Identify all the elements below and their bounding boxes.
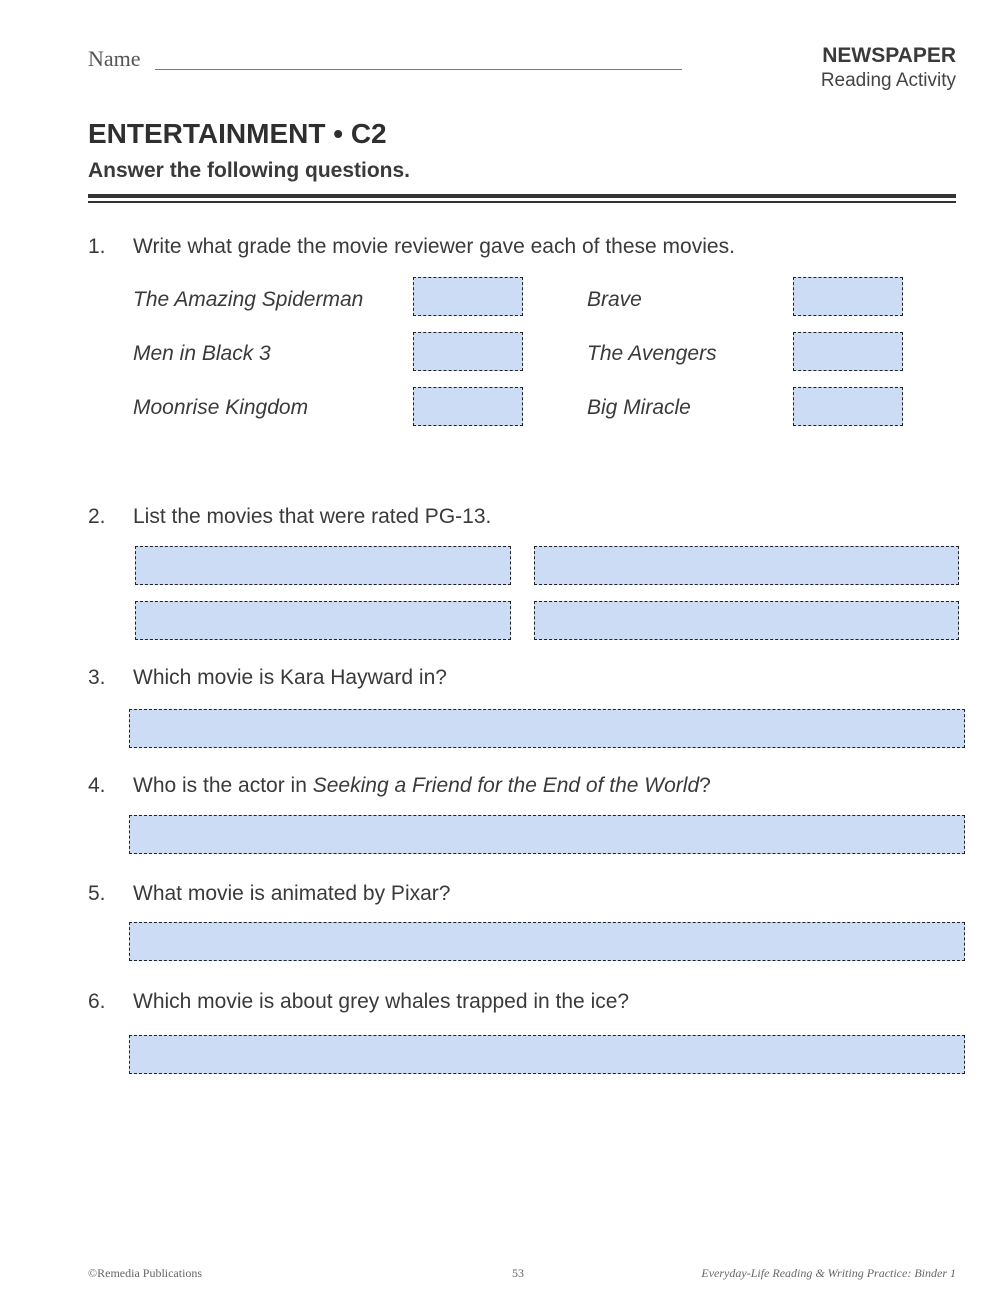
- question-6-text: Which movie is about grey whales trapped in the ice?: [133, 990, 630, 1013]
- pg13-answer-box[interactable]: [135, 601, 511, 640]
- footer-page-number: 53: [512, 1266, 524, 1280]
- divider-thick: [88, 194, 956, 198]
- q4-answer-box[interactable]: [129, 815, 965, 854]
- q6-answer-box[interactable]: [129, 1035, 965, 1074]
- q4-input[interactable]: [130, 816, 964, 853]
- pg13-answer-box[interactable]: [534, 601, 959, 640]
- grade-answer-box[interactable]: [793, 277, 903, 316]
- question-3-text: Which movie is Kara Hayward in?: [133, 666, 447, 689]
- question-3-number: 3.: [88, 666, 106, 689]
- movie-title-italic: Seeking a Friend for the End of the World: [312, 774, 700, 797]
- movie-title: The Avengers: [587, 342, 717, 365]
- movie-title: Men in Black 3: [133, 342, 271, 365]
- grade-answer-box[interactable]: [413, 387, 523, 426]
- question-2-number: 2.: [88, 505, 106, 528]
- grade-input[interactable]: [794, 333, 902, 370]
- pg13-input[interactable]: [535, 547, 958, 584]
- pg13-answer-box[interactable]: [135, 546, 511, 585]
- grade-input[interactable]: [794, 278, 902, 315]
- instructions: Answer the following questions.: [88, 159, 411, 182]
- grade-answer-box[interactable]: [793, 332, 903, 371]
- question-6-number: 6.: [88, 990, 106, 1013]
- grade-answer-box[interactable]: [793, 387, 903, 426]
- q5-answer-box[interactable]: [129, 922, 965, 961]
- name-line: [155, 69, 682, 70]
- brand-subtitle: Reading Activity: [820, 70, 956, 91]
- footer-publisher: ©Remedia Publications: [88, 1266, 203, 1280]
- movie-title: Brave: [587, 288, 642, 311]
- brand-title: NEWSPAPER: [822, 44, 956, 67]
- grade-input[interactable]: [414, 388, 522, 425]
- grade-input[interactable]: [414, 333, 522, 370]
- footer-book-title: Everyday-Life Reading & Writing Practice: Binder 1: [701, 1266, 956, 1280]
- pg13-input[interactable]: [136, 602, 510, 639]
- grade-input[interactable]: [794, 388, 902, 425]
- pg13-input[interactable]: [136, 547, 510, 584]
- pg13-answer-box[interactable]: [534, 546, 959, 585]
- question-5-number: 5.: [88, 882, 106, 905]
- movie-title: Big Miracle: [587, 396, 691, 419]
- q6-input[interactable]: [130, 1036, 964, 1073]
- question-4-text-after: ?: [699, 774, 711, 797]
- movie-title: The Amazing Spiderman: [133, 288, 364, 311]
- grade-input[interactable]: [414, 278, 522, 315]
- question-2-text: List the movies that were rated PG-13.: [133, 505, 492, 528]
- pg13-input[interactable]: [535, 602, 958, 639]
- question-4-text-before: Who is the actor in: [133, 774, 313, 797]
- movie-title: Moonrise Kingdom: [133, 396, 309, 419]
- question-4-text: [133, 774, 711, 798]
- question-4-number: 4.: [88, 774, 106, 797]
- question-1-text: Write what grade the movie reviewer gave each of these movies.: [133, 235, 735, 258]
- grade-answer-box[interactable]: [413, 332, 523, 371]
- divider-thin: [88, 201, 956, 203]
- question-5-text: What movie is animated by Pixar?: [133, 882, 451, 905]
- q5-input[interactable]: [130, 923, 964, 960]
- section-title: ENTERTAINMENT • C2: [88, 118, 387, 149]
- name-label: Name: [88, 46, 141, 71]
- q3-input[interactable]: [130, 710, 964, 747]
- question-1-number: 1.: [88, 235, 106, 258]
- q3-answer-box[interactable]: [129, 709, 965, 748]
- grade-answer-box[interactable]: [413, 277, 523, 316]
